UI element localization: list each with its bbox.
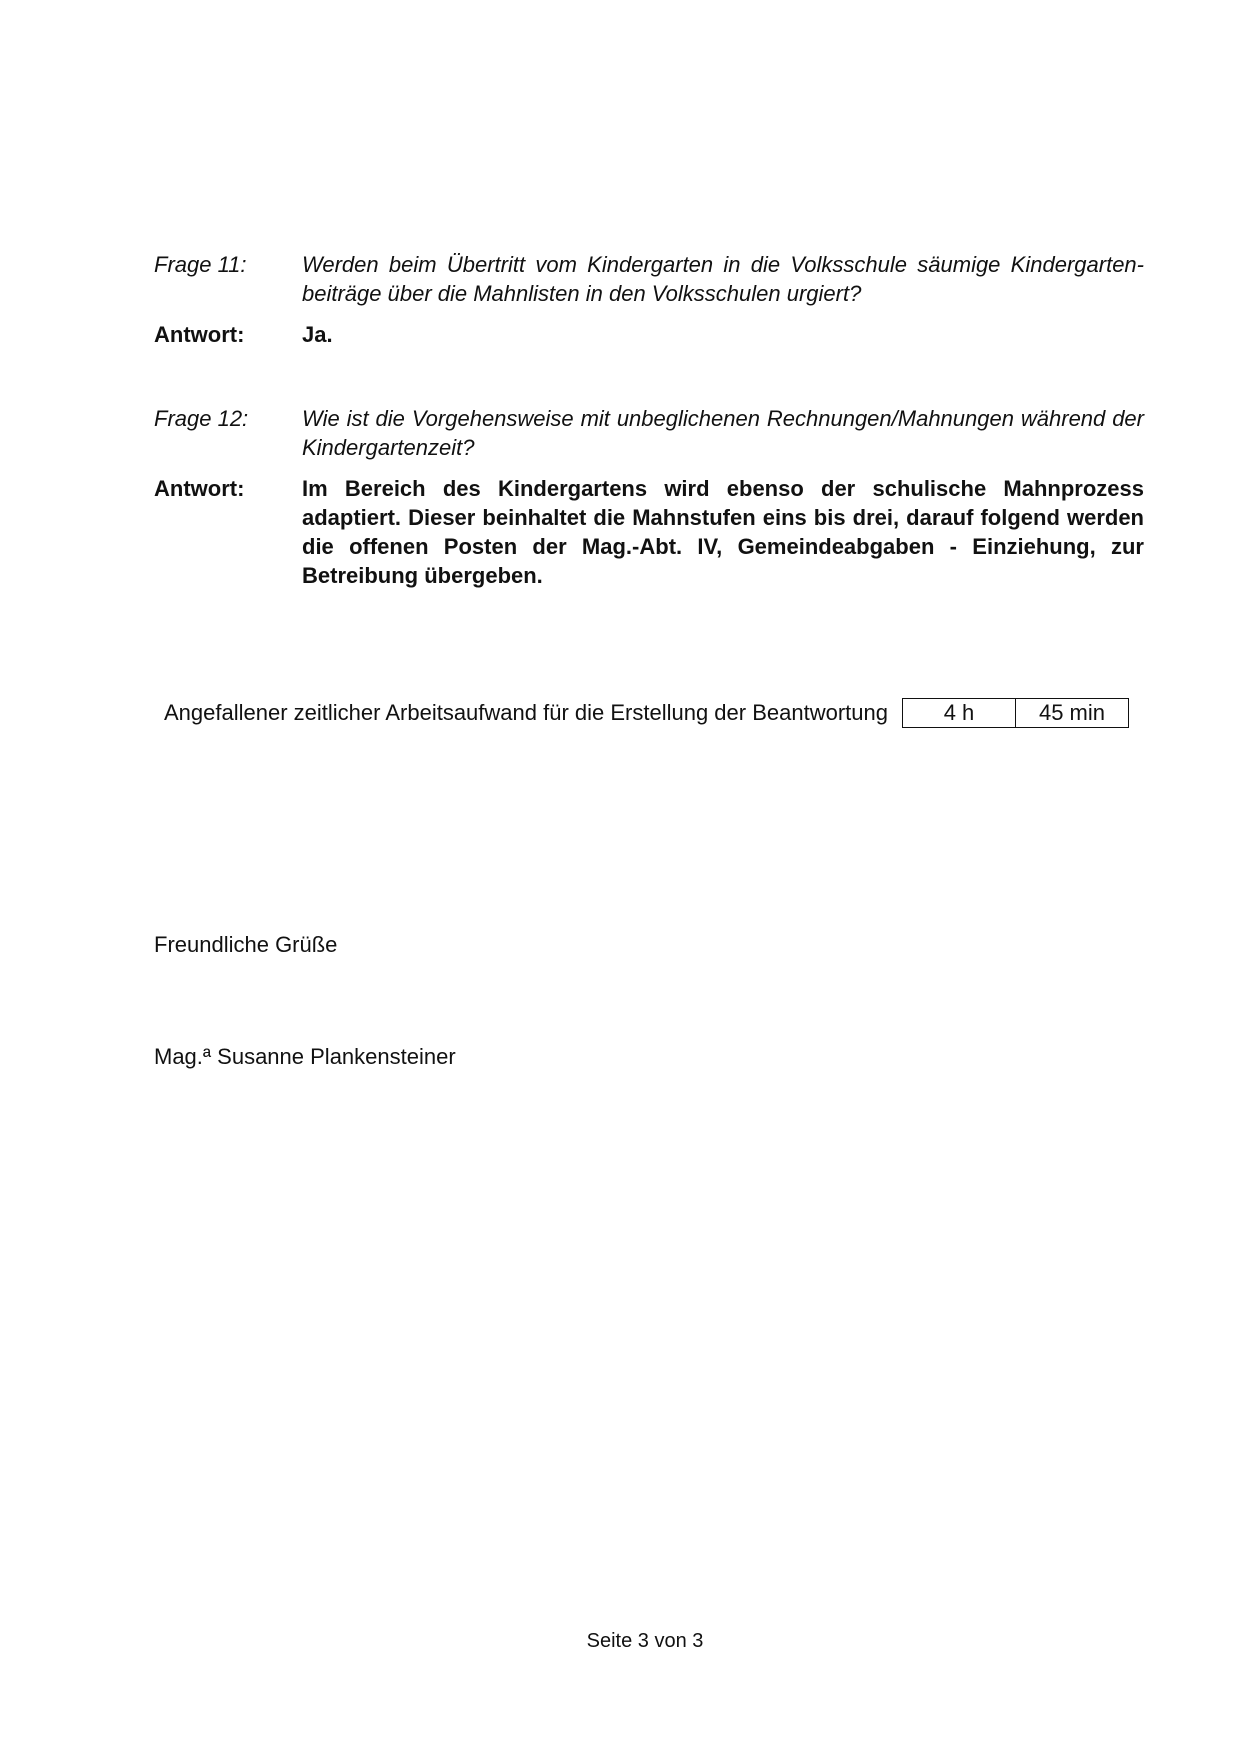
question-row <box>154 250 1144 308</box>
answer-text: Im Bereich des Kindergartens wird ebenso der schulische Mahnprozess adaptiert. Dieser beinhaltet die Mahnstufen eins bis drei, darauf folgend werden die offenen Posten der Mag.-Abt. IV, Gemeindeabgaben - Einziehung, zur Betreibung übergeben. <box>302 476 1144 588</box>
answer-row <box>154 474 1144 590</box>
question-label: Frage 11: <box>154 252 247 277</box>
closing-greeting: Freundliche Grüße <box>154 932 338 957</box>
answer-label: Antwort: <box>154 476 245 501</box>
answer-row <box>154 320 1144 349</box>
qa-block-11 <box>154 250 1144 349</box>
effort-line <box>164 698 1129 728</box>
page-number-footer: Seite 3 von 3 <box>586 1630 704 1652</box>
question-row <box>154 404 1144 462</box>
signature-name: Mag.ª Susanne Plankensteiner <box>154 1044 456 1069</box>
effort-hours-cell: 4 h <box>943 700 975 725</box>
question-text: Werden beim Übertritt vom Kindergarten in die Volksschule säumige Kindergartenbeiträge über die Mahnlisten in den Volksschulen urgiert? <box>302 252 1144 306</box>
question-label: Frage 12: <box>154 406 249 431</box>
qa-block-12 <box>154 404 1144 590</box>
answer-text: Ja. <box>302 322 333 347</box>
answer-label: Antwort: <box>154 322 245 347</box>
effort-minutes-cell: 45 min <box>1015 699 1128 727</box>
question-text: Wie ist die Vorgehensweise mit unbeglichenen Rechnungen/Mahnungen während der Kindergartenzeit? <box>302 406 1144 460</box>
effort-table <box>902 698 1129 728</box>
effort-label: Angefallener zeitlicher Arbeitsaufwand für die Erstellung der Beantwortung <box>164 700 888 725</box>
